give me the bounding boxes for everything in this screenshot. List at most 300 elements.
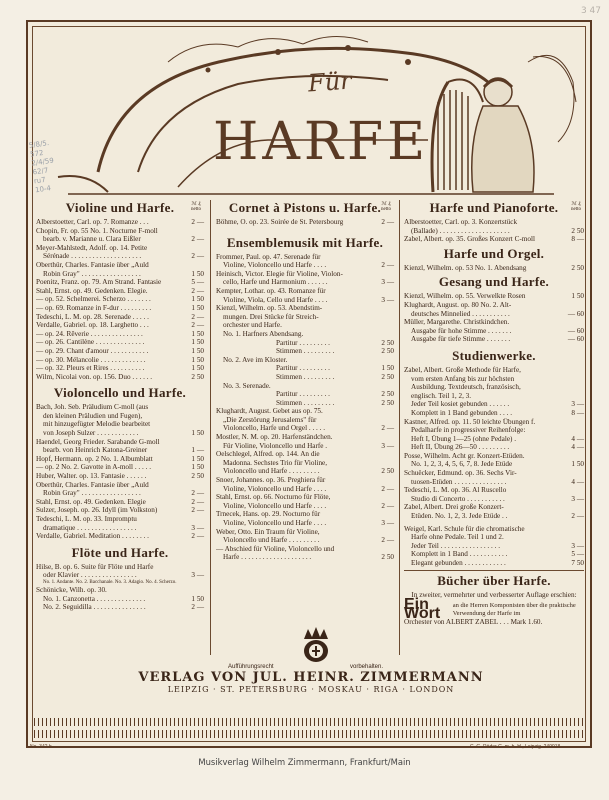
catalog-entry xyxy=(216,321,394,330)
entry-price: 1 50 xyxy=(191,338,204,347)
entry-price xyxy=(374,270,394,279)
entry-title: Mostler, N. M. op. 20. Harfenständchen. xyxy=(216,433,333,442)
catalog-entry xyxy=(404,335,584,344)
entry-title: — op. 24. Rêverie . . . . . . . . . . . . . . . xyxy=(36,329,143,338)
catalog-entry xyxy=(216,270,394,279)
entry-title: Weigel, Karl. Schule für die chromatische xyxy=(404,524,525,533)
entry-price: 3 — xyxy=(381,278,394,287)
header-illustration xyxy=(28,22,594,202)
entry-price: 1 50 xyxy=(191,346,204,355)
entry-title: Jeder Teil kosiet gebunden . . . . . . xyxy=(411,400,510,409)
entry-title: Alberstoetter, Carl. op. 3. Konzertstück xyxy=(404,218,518,226)
entry-price: 2 — xyxy=(381,536,394,545)
book-title: Ein Wort xyxy=(404,596,441,622)
column-2 xyxy=(216,198,394,562)
entry-price xyxy=(184,420,204,429)
entry-price: 2 — xyxy=(191,489,204,498)
catalog-entry xyxy=(404,542,584,551)
catalog-entry xyxy=(36,446,204,455)
catalog-entry xyxy=(36,244,204,253)
entry-title: — op. 52. Schelmerei. Scherzo . . . . . . . xyxy=(36,295,151,304)
price-list xyxy=(36,403,204,541)
price-list xyxy=(36,586,204,612)
catalog-entry xyxy=(404,383,584,392)
catalog-entry xyxy=(404,550,584,559)
entry-title: Meyer-Mahlstedt, Adolf. op. 14. Petite xyxy=(36,243,148,252)
entry-title: Harfe . . . . . . . . . . . . . . . . . . . . xyxy=(223,553,312,562)
entry-title: Für Violine, Violoncello und Harfe . xyxy=(223,441,328,450)
catalog-entry xyxy=(216,545,394,554)
catalog-entry xyxy=(36,313,204,322)
section-title: Bücher über Harfe. xyxy=(437,572,551,588)
catalog-entry xyxy=(36,270,204,279)
entry-title: Tedeschi, L. M. op. 33. Impromptu xyxy=(36,515,137,523)
catalog-entry xyxy=(216,339,394,348)
catalog-entry xyxy=(216,399,394,408)
entry-title: (Ballade) . . . . . . . . . . . . . . . . . . . . xyxy=(411,226,510,235)
book-price-line: Orchester von ALBERT ZABEL . . . Mark 1.60. xyxy=(404,618,543,627)
section-title: Flöte und Harfe. xyxy=(71,544,169,560)
entry-price: 2 50 xyxy=(191,472,204,481)
catalog-entry xyxy=(216,476,394,485)
entry-price: 2 — xyxy=(191,506,204,515)
entry-title: Hilse, B. op. 6. Suite für Flöte und Harfe xyxy=(36,562,154,571)
entry-title: — op. 2 No. 2. Gavotte in A-moll . . . . . xyxy=(36,463,151,472)
catalog-entry xyxy=(36,321,204,330)
catalog-entry xyxy=(404,264,584,273)
entry-title: Oberthür, Charles. Fantasie über „Auld xyxy=(36,480,149,489)
price-list xyxy=(404,218,584,244)
entry-price: 2 50 xyxy=(571,226,584,235)
catalog-entry xyxy=(216,382,394,391)
entry-price: 2 — xyxy=(571,512,584,521)
entry-title: Violine, Violoncello und Harfe . . . . xyxy=(223,484,327,493)
entry-price xyxy=(564,452,584,461)
catalog-entry xyxy=(216,304,394,313)
entry-title: Violoncello und Harfe . . . . . . . . . xyxy=(223,467,320,476)
entry-title: Weber, Otto. Ein Traum für Violine, xyxy=(216,527,320,536)
crest-icon xyxy=(298,625,334,665)
entry-price: 3 — xyxy=(191,523,204,532)
entry-price: 1 50 xyxy=(191,329,204,338)
entry-price xyxy=(374,545,394,554)
entry-price: 2 — xyxy=(381,261,394,270)
catalog-entry xyxy=(216,253,394,262)
catalog-entry xyxy=(216,528,394,537)
entry-title: Sulzer, Joseph. op. 26. Idyll (im Volkston) xyxy=(36,506,158,515)
entry-price xyxy=(374,416,394,425)
catalog-entry xyxy=(216,330,394,339)
entry-title: Violine, Violoncello und Harfe . . . . xyxy=(223,501,327,510)
entry-title: Partitur . . . . . . . . . xyxy=(276,390,330,399)
entry-title: Schönicke, Wilh. op. 30. xyxy=(36,585,107,594)
catalog-entry xyxy=(404,452,584,461)
publisher-name: VERLAG VON JUL. HEINR. ZIMMERMANN xyxy=(138,670,484,685)
entry-title: — op. 26. Cantilène . . . . . . . . . . . . . . xyxy=(36,338,145,347)
catalog-entry xyxy=(36,235,204,244)
entry-price: 3 — xyxy=(381,295,394,304)
entry-title: No. 3. Serenade. xyxy=(223,381,271,390)
corner-pencil-mark: 3 47 xyxy=(580,6,601,16)
entry-price xyxy=(374,510,394,519)
catalog-entry xyxy=(404,366,584,375)
entry-price: 2 — xyxy=(381,218,394,226)
entry-price: 2 50 xyxy=(381,467,394,476)
entry-title: Heft I, Übung 1—25 (ohne Pedale) . xyxy=(411,434,516,443)
entry-title: No. 1. Harfners Abendsang. xyxy=(223,329,304,338)
entry-title: Zabel, Albert. Drei große Konzert- xyxy=(404,503,504,512)
catalog-entry xyxy=(404,418,584,427)
entry-title: Bach, Joh. Seb. Präludium C-moll (aus xyxy=(36,403,149,412)
catalog-entry xyxy=(404,318,584,327)
column-divider xyxy=(210,200,211,655)
catalog-entry xyxy=(404,435,584,444)
catalog-entry xyxy=(404,235,584,244)
entry-title: Haendel, Georg Frieder. Sarabande G-moll xyxy=(36,437,160,446)
entry-price xyxy=(374,253,394,262)
catalog-entry xyxy=(216,433,394,442)
entry-price xyxy=(184,227,204,236)
entry-title: cello, Harfe und Harmonium . . . . . . xyxy=(223,278,328,287)
catalog-entry xyxy=(36,489,204,498)
entry-price: 2 — xyxy=(191,532,204,541)
entry-title: von Joseph Sulzer . . . . . . . . . . . . xyxy=(43,429,139,438)
entry-price: 3 — xyxy=(571,541,584,550)
catalog-entry xyxy=(216,347,394,356)
section-title: Violine und Harfe. xyxy=(65,200,175,215)
entry-title: Tedeschi, L. M. op. 28. Serenade . . . . . xyxy=(36,312,149,321)
entry-title: Komplett in 1 Band . . . . . . . . . . . xyxy=(411,550,508,559)
entry-title: „Die Zerstörung Jerusalems" für xyxy=(223,415,317,424)
entry-price: 1 50 xyxy=(191,429,204,438)
entry-title: oder Klavier . . . . . . . . . . . . . . . . xyxy=(43,571,137,580)
entry-price xyxy=(374,407,394,416)
price-list xyxy=(404,525,584,568)
catalog-sheet xyxy=(26,20,592,748)
catalog-entry xyxy=(216,502,394,511)
entry-title: Heinisch, Victor. Elegie für Violine, Violon- xyxy=(216,269,343,278)
entry-title: deutsches Minnelied . . . . . . . . . . . xyxy=(411,309,510,318)
entry-price: 2 50 xyxy=(381,390,394,399)
entry-price xyxy=(374,321,394,330)
entry-price xyxy=(374,304,394,313)
catalog-entry xyxy=(36,463,204,472)
entry-title: Robin Gray" . . . . . . . . . . . . . . . . . xyxy=(43,269,141,278)
entry-price xyxy=(184,261,204,270)
book-intro: In zweiter, vermehrter und verbesserter Auflage erschien: xyxy=(411,590,577,599)
entry-title: — op. 30. Mélancolie . . . . . . . . . . . . . xyxy=(36,355,146,364)
price-list xyxy=(404,366,584,521)
entry-title: Kienzl, Wilhelm. op. 53. Abendstim- xyxy=(216,304,323,313)
catalog-entry xyxy=(36,571,204,580)
entry-title: Wilm, Nicolai von. op. 156. Duo . . . . . . xyxy=(36,372,153,381)
catalog-entry xyxy=(404,503,584,512)
entry-price xyxy=(374,493,394,502)
price-list xyxy=(404,292,584,344)
entry-price xyxy=(184,481,204,490)
entry-title: Studio di Concerto . . . . . . . . . . . xyxy=(411,494,505,503)
price-list xyxy=(216,218,394,227)
entry-price: 4 — xyxy=(571,477,584,486)
column-1 xyxy=(36,198,204,612)
decorative-bar xyxy=(34,718,584,726)
entry-title: Schuëcker, Edmund. op. 36. Sechs Vir- xyxy=(404,469,517,478)
catalog-entry xyxy=(36,524,204,533)
catalog-entry xyxy=(404,310,584,319)
entry-title: Kienzl, Wilhelm. op. 55. Verwelkte Rosen xyxy=(404,292,526,301)
section-title: Studienwerke. xyxy=(452,347,536,363)
entry-title: Verdalle, Gabriel. op. 18. Larghetto . . . xyxy=(36,321,149,330)
book-description: an die Herren Komponisten über die praktische Verwendung der Harfe im xyxy=(452,602,576,617)
entry-price: 1 — xyxy=(191,446,204,455)
publisher-footer xyxy=(36,670,586,695)
catalog-entry xyxy=(36,356,204,365)
entry-title: Kienzl, Wilhelm. op. 53 No. 1. Abendsang xyxy=(404,263,527,272)
catalog-entry xyxy=(36,218,204,227)
entry-price: 4 — xyxy=(571,443,584,452)
plate-number: No. 342 b. xyxy=(30,744,54,750)
catalog-entry xyxy=(216,442,394,451)
catalog-entry xyxy=(36,412,204,421)
page-caption: Musikverlag Wilhelm Zimmermann, Frankfurt/Main xyxy=(198,757,411,767)
entry-price xyxy=(374,330,394,339)
catalog-entry xyxy=(36,481,204,490)
catalog-entry xyxy=(216,313,394,322)
entry-title: — op. 32. Pleurs et Rires . . . . . . . . . . xyxy=(36,364,145,373)
entry-price: 2 — xyxy=(381,424,394,433)
entry-title: No. 2. Ave im Kloster. xyxy=(223,355,288,364)
catalog-entry xyxy=(36,330,204,339)
catalog-entry xyxy=(404,327,584,336)
entry-price xyxy=(564,533,584,542)
entry-title: mungen. Drei Stücke für Streich- xyxy=(223,312,319,321)
catalog-entry xyxy=(404,392,584,401)
entry-price: — 60 xyxy=(567,326,584,335)
entry-title: Pedalharfe in progressiver Reihenfolge: xyxy=(411,426,526,435)
entry-price: 1 50 xyxy=(191,295,204,304)
divider xyxy=(404,570,584,571)
catalog-entry xyxy=(36,347,204,356)
catalog-entry xyxy=(36,373,204,382)
catalog-entry xyxy=(36,438,204,447)
entry-price xyxy=(184,563,204,572)
rights-note-left: Aufführungsrecht xyxy=(228,664,274,670)
catalog-entry xyxy=(36,278,204,287)
catalog-entry xyxy=(216,373,394,382)
catalog-entry xyxy=(36,295,204,304)
catalog-entry xyxy=(216,510,394,519)
entry-title: Klughardt, August. op. 80 No. 2. Alt- xyxy=(404,300,512,309)
catalog-entry xyxy=(216,278,394,287)
entry-price: 2 — xyxy=(381,484,394,493)
entry-title: bearb. v. Marianne u. Clara Eißler xyxy=(43,235,141,244)
catalog-entry xyxy=(36,338,204,347)
entry-price: 5 — xyxy=(571,550,584,559)
entry-title: — op. 69. Romanze in F-dur . . . . . . . . . xyxy=(36,303,152,312)
entry-price xyxy=(564,318,584,327)
entry-title: Elegant gebunden . . . . . . . . . . . . xyxy=(411,559,506,567)
entry-price xyxy=(564,486,584,495)
entry-title: den kleinen Präludien und Fugen), xyxy=(43,411,143,420)
entry-title: Böhme, O. op. 23. Soirée de St. Petersbourg xyxy=(216,218,344,226)
entry-title: Zabel, Albert. Große Methode für Harfe, xyxy=(404,365,521,374)
entry-title: No. 2. Seguidilla . . . . . . . . . . . . . . . xyxy=(43,603,146,612)
entry-title: Stahl, Ernst. op. 49. Gedenken. Elegie xyxy=(36,497,146,506)
book-ad xyxy=(404,596,584,622)
entry-title: Etüden. No. 1, 2, 3. Jede Etüde . . xyxy=(411,512,508,521)
entry-title: Robin Gray" . . . . . . . . . . . . . . . . . xyxy=(43,489,141,498)
entry-price: 1 50 xyxy=(191,269,204,278)
entry-price xyxy=(184,244,204,253)
entry-price xyxy=(374,287,394,296)
entry-title: Partitur . . . . . . . . . xyxy=(276,338,330,347)
catalog-entry xyxy=(36,227,204,236)
entry-title: bearb. von Heinrich Katona-Greiner xyxy=(43,446,148,455)
entry-price xyxy=(184,438,204,447)
column-3 xyxy=(404,198,584,627)
entry-price: 8 — xyxy=(571,235,584,244)
catalog-entry xyxy=(36,364,204,373)
entry-price: 3 — xyxy=(571,400,584,409)
catalog-entry xyxy=(404,292,584,301)
entry-price xyxy=(564,301,584,310)
entry-price xyxy=(184,586,204,595)
entry-title: Violine, Violoncello und Harfe . . . . xyxy=(223,261,327,270)
entry-title: Stimmen . . . . . . . . . xyxy=(276,398,335,407)
catalog-entry xyxy=(36,532,204,541)
entry-title: mit hinzugefügter Melodie bearbeitet xyxy=(43,420,151,429)
catalog-entry xyxy=(404,525,584,534)
entry-price xyxy=(374,459,394,468)
catalog-entry xyxy=(404,559,584,568)
entry-price xyxy=(374,450,394,459)
entry-price xyxy=(564,392,584,401)
section-title: Cornet à Pistons u. Harfe. xyxy=(228,200,382,215)
entry-title: Zabel, Albert. op. 35. Großes Konzert C-moll xyxy=(404,235,535,244)
entry-title: Madonna. Sechstes Trio für Violine, xyxy=(223,458,328,467)
catalog-entry xyxy=(216,287,394,296)
price-list xyxy=(36,563,204,580)
netto-label: ℳ ₰ netto xyxy=(191,202,201,212)
catalog-entry xyxy=(404,227,584,236)
pencil-notes: 5/8/5. 572 2/4/59 62/7 ru7 10-4 xyxy=(28,139,55,195)
entry-title: Stahl, Ernst. op. 66. Nocturno für Flöte, xyxy=(216,493,331,502)
entry-price: — 60 xyxy=(567,335,584,344)
entry-price: 2 — xyxy=(191,286,204,295)
harpist-figure xyxy=(432,55,576,192)
catalog-entry xyxy=(36,595,204,604)
catalog-entry xyxy=(36,429,204,438)
entry-price: 5 — xyxy=(191,278,204,287)
entry-title: No. 1. Canzonetta . . . . . . . . . . . . . . xyxy=(43,594,146,603)
catalog-entry xyxy=(36,455,204,464)
entry-price xyxy=(564,418,584,427)
section-title: Harfe und Orgel. xyxy=(443,245,545,261)
catalog-entry xyxy=(36,420,204,429)
catalog-entry xyxy=(404,375,584,384)
catalog-entry xyxy=(404,486,584,495)
movement-list: No. 1. Andante. No. 2. Bacchanale. No. 3. Adagio. No. 4. Scherzo. xyxy=(43,579,177,585)
entry-title: Verdalle, Gabriel. Meditation . . . . . . . . xyxy=(36,532,149,541)
catalog-entry xyxy=(404,409,584,418)
catalog-entry xyxy=(216,450,394,459)
entry-price xyxy=(374,382,394,391)
entry-title: Stimmen . . . . . . . . . xyxy=(276,372,335,381)
entry-price: 2 — xyxy=(381,501,394,510)
entry-title: Harfe ohne Pedale. Teil 1 und 2. xyxy=(411,533,504,542)
entry-price: 3 — xyxy=(571,494,584,503)
section-title: Ensemblemusik mit Harfe. xyxy=(226,234,384,250)
entry-price xyxy=(184,412,204,421)
entry-title: englisch. Teil 1, 2, 3. xyxy=(411,391,472,400)
catalog-entry xyxy=(404,301,584,310)
entry-price: 4 — xyxy=(571,434,584,443)
catalog-entry xyxy=(36,287,204,296)
entry-price: 2 50 xyxy=(381,338,394,347)
entry-price xyxy=(184,515,204,524)
entry-price xyxy=(564,426,584,435)
catalog-entry xyxy=(404,460,584,469)
catalog-entry xyxy=(36,304,204,313)
entry-price xyxy=(564,383,584,392)
entry-title: dramatique . . . . . . . . . . . . . . . . . xyxy=(43,523,137,532)
entry-price xyxy=(564,503,584,512)
entry-title: vom ersten Anfang bis zur höchsten xyxy=(411,374,515,383)
entry-title: Komplett in 1 Band gebunden . . . . xyxy=(411,408,513,417)
entry-price: 1 50 xyxy=(191,454,204,463)
entry-title: Chopin, Fr. op. 55 No. 1. Nocturne F-moll xyxy=(36,226,158,235)
entry-price: 3 — xyxy=(191,571,204,580)
catalog-entry xyxy=(216,467,394,476)
title-fuer: Für xyxy=(307,66,353,98)
catalog-entry xyxy=(36,515,204,524)
catalog-entry xyxy=(404,533,584,542)
catalog-entry xyxy=(404,512,584,521)
decorative-bar xyxy=(34,730,584,738)
printer-note: C. G. Röder G. m. b. H., Leipzig. 249918. xyxy=(470,744,562,750)
entry-title: Heft II, Übung 26—50 . . . . . . . . . xyxy=(411,443,510,452)
entry-price: 3 — xyxy=(381,441,394,450)
entry-title: — Abschied für Violine, Violoncello und xyxy=(216,544,335,553)
entry-price xyxy=(564,366,584,375)
catalog-entry xyxy=(216,407,394,416)
catalog-entry xyxy=(36,563,204,572)
entry-price: 2 50 xyxy=(191,372,204,381)
catalog-entry xyxy=(216,390,394,399)
section-title: Gesang und Harfe. xyxy=(438,274,550,290)
entry-title: Stahl, Ernst. op. 49. Gedenken. Elegie. xyxy=(36,286,148,295)
catalog-entry xyxy=(404,495,584,504)
entry-price: 2 — xyxy=(191,321,204,330)
entry-title: Tedeschi, L. M. op. 36. Al Ruscello xyxy=(404,486,507,495)
entry-price: 2 — xyxy=(191,497,204,506)
entry-price xyxy=(374,356,394,365)
entry-price: 2 — xyxy=(191,603,204,612)
entry-price: 2 50 xyxy=(571,263,584,272)
netto-label: ℳ ₰ netto xyxy=(381,202,391,212)
entry-price: 2 50 xyxy=(381,372,394,381)
entry-title: Kempter, Lothar. op. 43. Romanze für xyxy=(216,286,326,295)
entry-title: Frommer, Paul. op. 47. Serenade für xyxy=(216,252,321,261)
entry-title: Ausgabe für tiefe Stimme . . . . . . . xyxy=(411,335,511,344)
entry-price: 2 — xyxy=(191,252,204,261)
entry-title: Stimmen . . . . . . . . . xyxy=(276,347,335,356)
section-title: Harfe und Pianoforte. xyxy=(429,200,559,215)
entry-title: Sérénade . . . . . . . . . . . . . . . . . . . . xyxy=(43,252,142,261)
entry-price: 7 50 xyxy=(571,559,584,567)
entry-title: Müller, Margarethe. Christkindchen. xyxy=(404,318,510,327)
entry-price: 3 — xyxy=(381,519,394,527)
